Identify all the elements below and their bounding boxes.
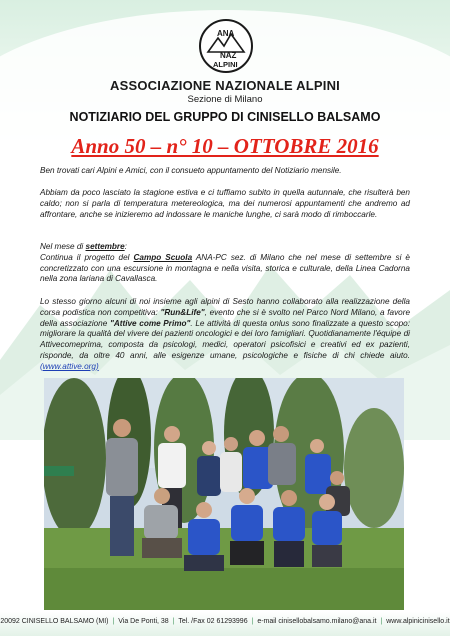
campo-lead: Continua il progetto del: [40, 252, 134, 262]
logo-text-mid: NAZ: [220, 51, 237, 60]
september-colon: :: [124, 242, 127, 251]
attive-label: "Attive come Primo": [109, 318, 191, 328]
paragraph-season: [40, 188, 410, 220]
logo-text-top: ANA: [217, 29, 235, 38]
footer-phone: Tel. /Fax 02 61293996: [178, 618, 248, 625]
paragraph-greeting: [40, 166, 410, 177]
september-month: settembre: [85, 242, 125, 251]
footer-separator: |: [172, 618, 175, 625]
logo-text-bottom: ALPINI: [213, 60, 238, 69]
paragraph-september: [40, 242, 410, 285]
footer-separator: |: [380, 618, 383, 625]
greeting-text: Ben trovati cari Alpini e Amici, con il consueto appuntamento del Notiziario mensile.: [40, 166, 342, 175]
run-lead: Lo stesso giorno alcuni di noi insieme agli alpini di Sesto hanno collaborato alla realizzazione della corsa podistica non competitiva:: [40, 297, 410, 317]
newsletter-title: NOTIZIARIO DEL GRUPPO DI CINISELLO BALSAMO: [69, 110, 381, 124]
issue-title: Anno 50 – n° 10 – OTTOBRE 2016: [71, 134, 379, 158]
group-photo: [44, 378, 404, 610]
attive-website-link[interactable]: (www.attive.org): [40, 361, 99, 371]
campo-scuola-label: Campo Scuola: [133, 252, 193, 262]
footer-address: 20092 CINISELLO BALSAMO (MI): [0, 618, 109, 625]
footer: [0, 618, 450, 625]
run-mid: , evento che si è svolto nel Parco Nord Milano, a favore della associazione: [40, 307, 411, 328]
footer-street: Via De Ponti, 38: [118, 618, 169, 625]
attive-text: . Le attività di questa onlus sono finalizzate a questo scopo: migliorare la qualità del vivere dei pazienti oncologici e dei loro famigliari. Quotidianamente l'équipe di Attivecomeprima, composta da psicologi, medici, operatori psicofisici e creativi ed ex pazienti, risponde, da oltre 40 anni, alle esigenze umane, psicologiche e fisiche di chi chiede aiuto.: [40, 318, 411, 360]
paragraph-run-and-life: [40, 297, 410, 373]
ana-logo: [198, 18, 254, 74]
season-text: Abbiam da poco lasciato la stagione estiva e ci tuffiamo subito in quella autunnale, che risulterà ben caldo; non si parla di temperatura metereologica, ma dei numerosi appuntamenti che andremo ad affrontare, anche se inizieremo ad indossare le maniche lunghe, ci sarà modo di rimboccarle.: [40, 188, 410, 219]
footer-separator: |: [112, 618, 115, 625]
run-and-life-label: "Run&Life": [160, 307, 205, 317]
september-lead: Nel mese di: [40, 242, 86, 251]
organization-section: Sezione di Milano: [187, 94, 263, 105]
footer-website-link[interactable]: www.alpinicinisello.it: [386, 618, 450, 625]
campo-text: ANA-PC sez. di Milano che nel mese di settembre si è concretizzato con una escursione in montagna e nella visita, storica e culturale, della Linea Cadorna nella zona lariana di Cavallasca.: [40, 252, 410, 284]
footer-email-link[interactable]: e-mail cinisellobalsamo.milano@ana.it: [257, 618, 377, 625]
footer-separator: |: [251, 618, 254, 625]
organization-name: ASSOCIAZIONE NAZIONALE ALPINI: [110, 78, 340, 93]
